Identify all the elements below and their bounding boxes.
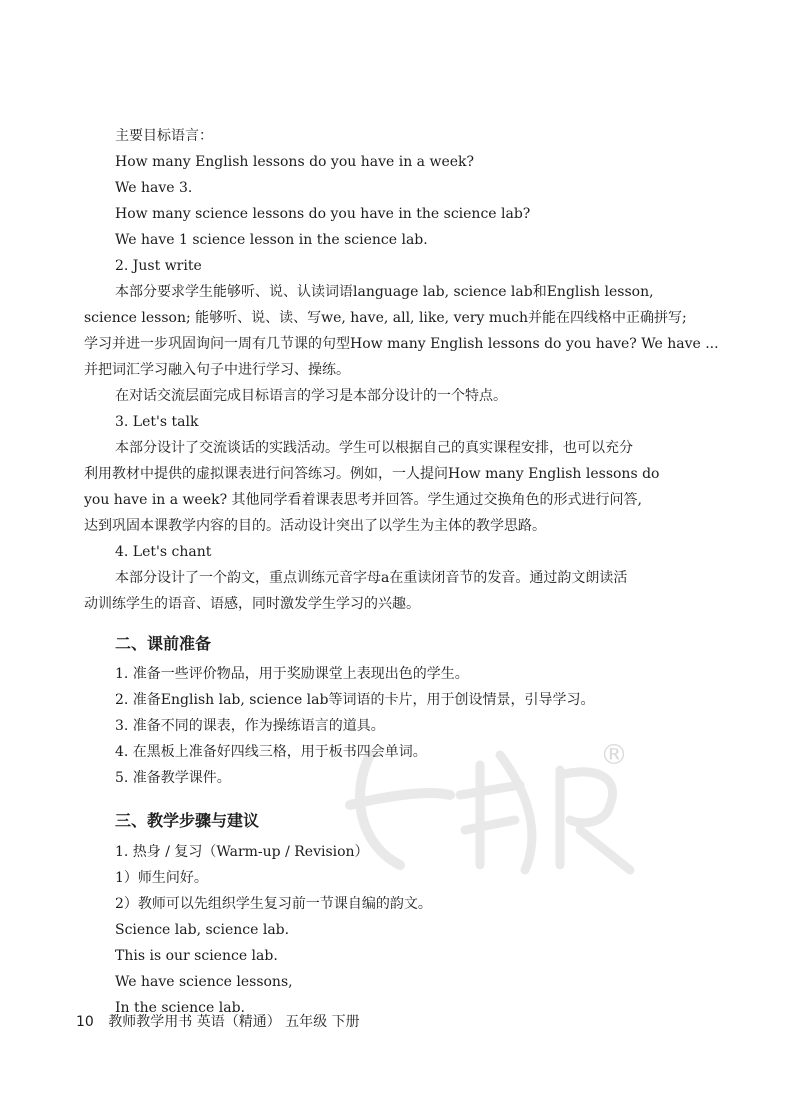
text-line: How many English lessons do you have in a week?: [115, 154, 475, 170]
list-item: 1. 准备一些评价物品，用于奖励课堂上表现出色的学生。: [115, 666, 469, 682]
paragraph-line: 学习并进一步巩固询问一周有几节课的句型How many English lessons do you have? We have ...: [84, 336, 719, 352]
list-item: 1. 热身 / 复习（Warm-up / Revision）: [115, 844, 369, 860]
list-item: 2）教师可以先组织学生复习前一节课自编的韵文。: [115, 896, 432, 912]
target-language-label: 主要目标语言：: [115, 128, 213, 144]
list-item: 2. 准备English lab, science lab等词语的卡片，用于创设情景，引导学习。: [115, 692, 595, 708]
page-footer: [76, 1012, 360, 1032]
paragraph-line: 本部分要求学生能够听、说、认读词语language lab, science lab和English lesson,: [115, 284, 654, 300]
text-line: We have 1 science lesson in the science lab.: [115, 232, 428, 248]
list-item: 5. 准备教学课件。: [115, 770, 231, 786]
paragraph-line: 利用教材中提供的虚拟课表进行问答练习。例如，一人提问How many English lessons do: [84, 466, 660, 482]
text-line: We have 3.: [115, 180, 193, 196]
paragraph-line: 动训练学生的语音、语感，同时激发学生学习的兴趣。: [84, 596, 420, 612]
paragraph-line: science lesson; 能够听、说、读、写we, have, all, like, very much并能在四线格中正确拼写;: [84, 310, 687, 326]
list-item: 4. 在黑板上准备好四线三格，用于板书四会单词。: [115, 744, 427, 760]
paragraph-line: 本部分设计了交流谈话的实践活动。学生可以根据自己的真实课程安排，也可以充分: [115, 440, 633, 456]
list-item: 3. 准备不同的课表，作为操练语言的道具。: [115, 718, 385, 734]
section-heading-preparation: 二、课前准备: [115, 634, 212, 653]
paragraph-line: you have in a week? 其他同学看着课表思考并回答。学生通过交换角色的形式进行问答,: [84, 492, 642, 508]
section-heading-steps: 三、教学步骤与建议: [115, 811, 260, 830]
list-item: 1）师生问好。: [115, 870, 208, 886]
section-subheading: 2. Just write: [115, 258, 202, 274]
registered-mark: ®: [600, 738, 628, 771]
section-subheading: 3. Let's talk: [115, 414, 199, 430]
page-number: 10: [76, 1014, 94, 1030]
chant-line: This is our science lab.: [115, 948, 278, 964]
paragraph-line: 本部分设计了一个韵文，重点训练元音字母a在重读闭音节的发音。通过韵文朗读活: [115, 570, 628, 586]
text-line: How many science lessons do you have in the science lab?: [115, 206, 531, 222]
paragraph-line: 达到巩固本课教学内容的目的。活动设计突出了以学生为主体的教学思路。: [84, 518, 546, 534]
paragraph-line: 在对话交流层面完成目标语言的学习是本部分设计的一个特点。: [115, 388, 507, 404]
paragraph-line: 并把词汇学习融入句子中进行学习、操练。: [84, 362, 350, 378]
chant-line: Science lab, science lab.: [115, 922, 290, 938]
chant-line: We have science lessons,: [115, 974, 293, 990]
book-title: 教师教学用书 英语（精通） 五年级 下册: [108, 1014, 360, 1030]
section-subheading: 4. Let's chant: [115, 544, 212, 560]
chant-line: In the science lab.: [115, 1000, 245, 1016]
